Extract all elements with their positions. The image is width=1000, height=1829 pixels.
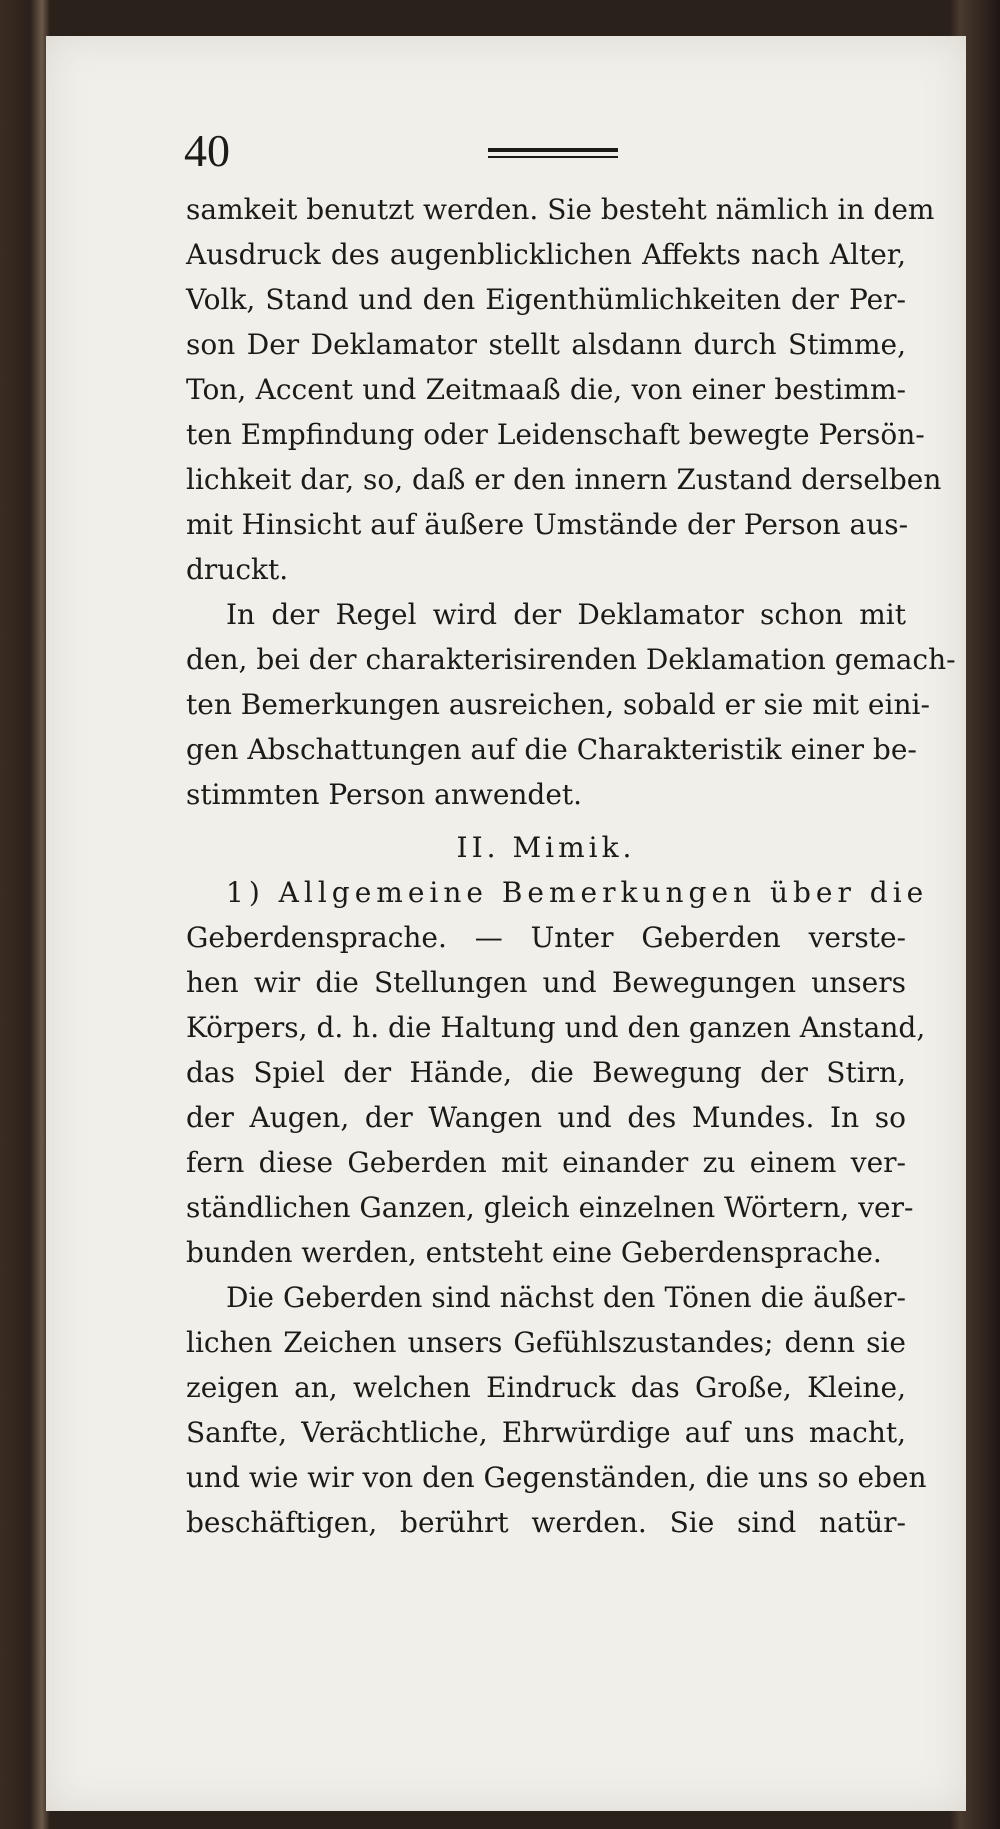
text-line: zeigen an, welchen Eindruck das Große, Kleine, [186,1371,906,1404]
text-line: ständlichen Ganzen, gleich einzelnen Wörtern, ver- [186,1191,914,1224]
text-line: und wie wir von den Gegenständen, die uns so eben [186,1461,927,1494]
text-line: das Spiel der Hände, die Bewegung der Stirn, [186,1056,906,1089]
header-ornament [488,148,618,160]
paragraph-start-line: Die Geberden sind nächst den Tönen die äußer- [226,1281,906,1314]
text-line: son Der Deklamator stellt alsdann durch Stimme, [186,328,906,361]
paragraph-start-line: In der Regel wird der Deklamator schon mit [226,598,906,631]
text-line: Ausdruck des augenblicklichen Affekts nach Alter, [186,238,906,271]
text-line: samkeit benutzt werden. Sie besteht nämlich in dem [186,193,935,226]
text-line: beschäftigen, berührt werden. Sie sind natür- [186,1506,906,1539]
text-line: Körpers, d. h. die Haltung und den ganzen Anstand, [186,1011,926,1044]
ornament-rule-thin [488,156,618,158]
subsection-heading-line: 1) Allgemeine Bemerkungen über die [226,876,929,909]
text-line: Geberdensprache. — Unter Geberden verste- [186,921,906,954]
text-line: stimmten Person anwendet. [186,778,583,811]
paper-page [46,36,966,1811]
text-line: lichen Zeichen unsers Gefühlszustandes; denn sie [186,1326,906,1359]
body-text [186,187,956,1545]
text-line: fern diese Geberden mit einander zu einem ver- [186,1146,906,1179]
text-line: der Augen, der Wangen und des Mundes. In so [186,1101,906,1134]
text-line: bunden werden, entsteht eine Geberdensprache. [186,1236,882,1269]
text-line: Ton, Accent und Zeitmaaß die, von einer bestimm- [186,373,906,406]
page-header [186,126,906,186]
text-line: Sanfte, Verächtliche, Ehrwürdige auf uns macht, [186,1416,906,1449]
text-line: hen wir die Stellungen und Bewegungen unsers [186,966,906,999]
text-line: den, bei der charakterisirenden Deklamation gemach- [186,643,956,676]
page-content [184,125,956,1545]
section-heading: II. Mimik. [456,831,636,864]
page-number: 40 [184,125,230,176]
text-line: Volk, Stand und den Eigenthümlichkeiten der Per- [186,283,906,316]
text-line: druckt. [186,553,289,586]
text-line: lichkeit dar, so, daß er den innern Zustand derselben [186,463,942,496]
ornament-rule-thick [488,148,618,152]
text-line: mit Hinsicht auf äußere Umstände der Person aus- [186,508,909,541]
text-line: ten Empfindung oder Leidenschaft bewegte Persön- [186,418,925,451]
text-line: gen Abschattungen auf die Charakteristik einer be- [186,733,917,766]
text-line: ten Bemerkungen ausreichen, sobald er sie mit eini- [186,688,930,721]
